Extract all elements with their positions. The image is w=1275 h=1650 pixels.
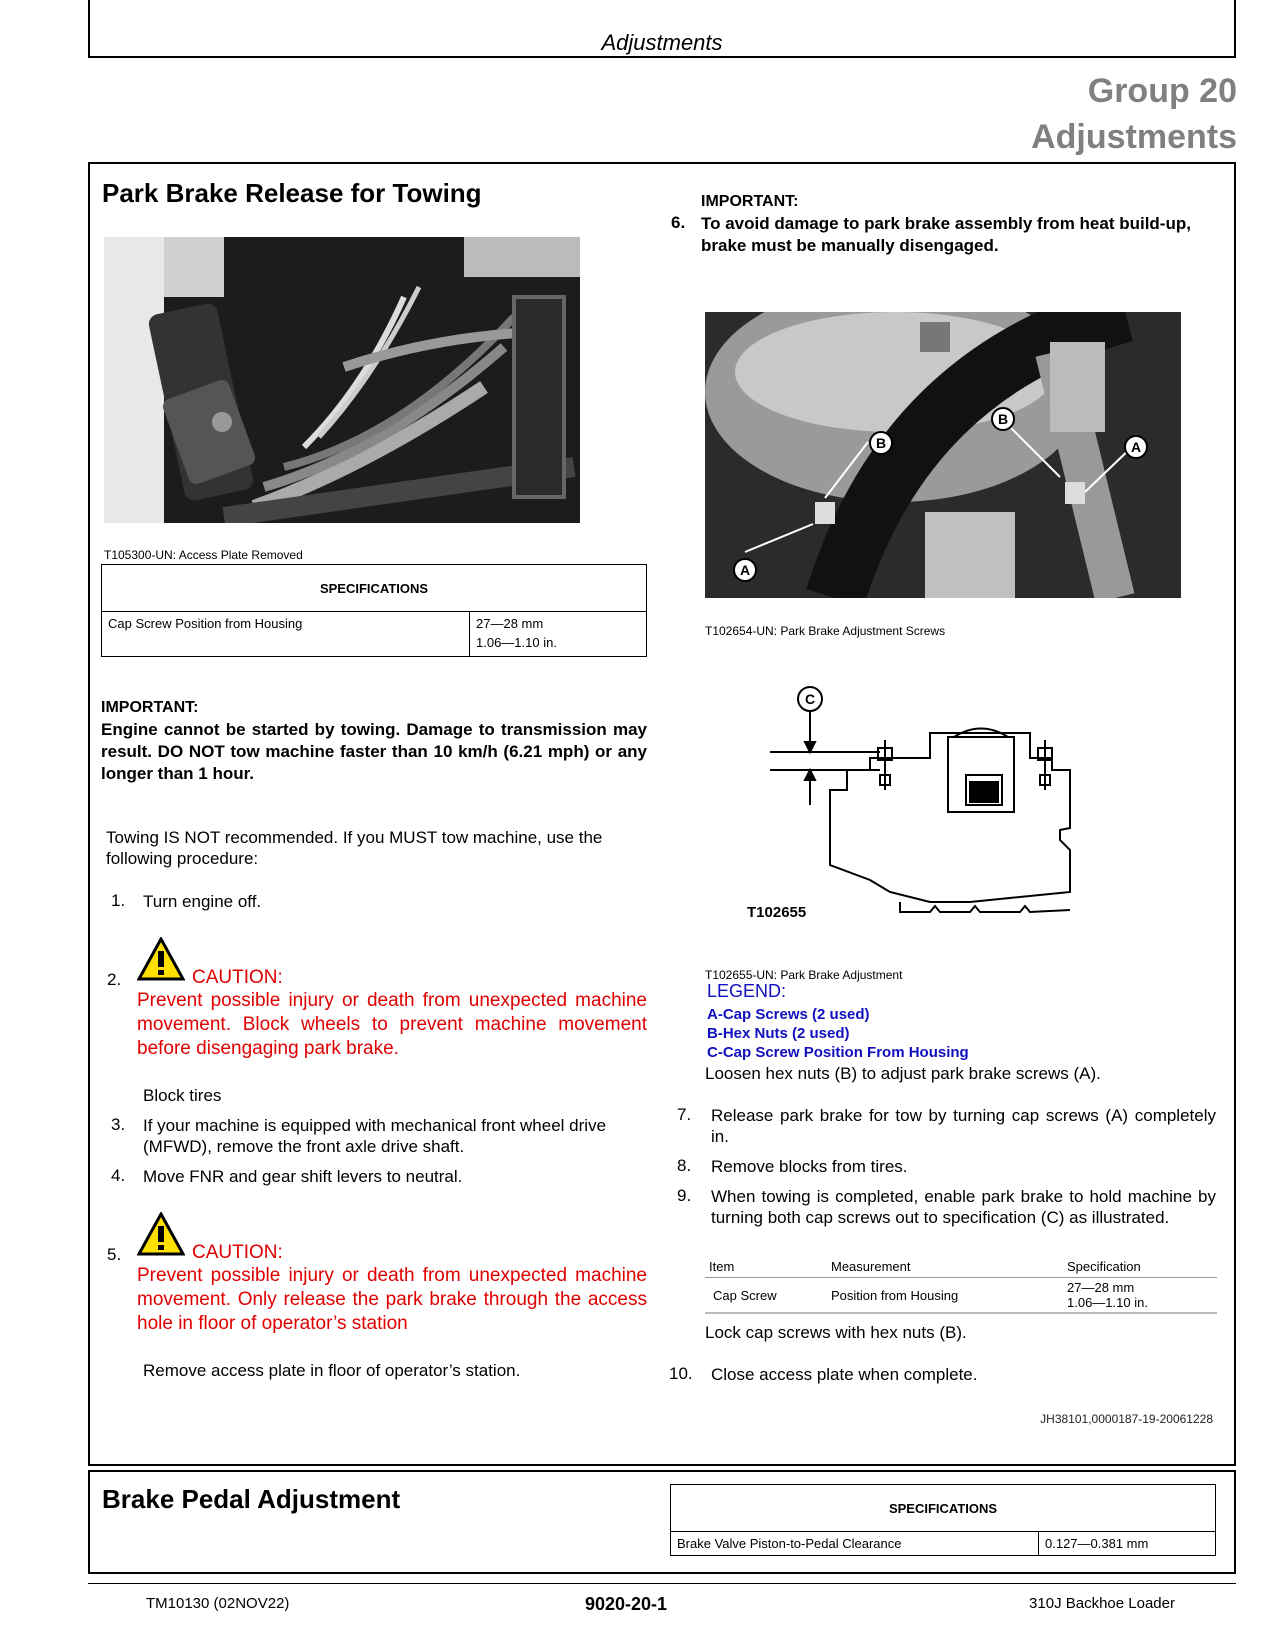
spec-value: [470, 612, 647, 657]
warning-icon: [137, 937, 185, 986]
important-text: Engine cannot be started by towing. Damage to transmission may result. DO NOT tow machine faster than 10 km/h (6.21 mph) or any longer than 1 hour.: [101, 720, 647, 783]
footer-model: 310J Backhoe Loader: [1029, 1595, 1175, 1612]
section-title: Brake Pedal Adjustment: [102, 1484, 401, 1514]
measurement-table-row: [705, 1278, 1217, 1314]
step-text: When towing is completed, enable park brake to hold machine by turning both cap screws out to specification (C) as illustrated.: [711, 1187, 1216, 1227]
header-box: [88, 0, 1236, 58]
measurement-table-header: [705, 1259, 1217, 1278]
col-item: Item: [709, 1259, 735, 1274]
important-label: IMPORTANT:: [701, 193, 799, 210]
spec-item: Brake Valve Piston-to-Pedal Clearance: [671, 1532, 1039, 1556]
photo-adjustment-screws: [705, 312, 1181, 598]
group-number: Group 20: [1087, 72, 1237, 110]
lock-text: Lock cap screws with hex nuts (B).: [705, 1323, 967, 1342]
caution-text: Prevent possible injury or death from unexpected machine movement. Only release the park brake through the access hole in floor of operator’s station: [137, 1265, 647, 1334]
caution-label: CAUTION:: [192, 1242, 283, 1263]
col-specification: Specification: [1067, 1259, 1141, 1274]
cell-spec-in: 1.06—1.10 in.: [1067, 1295, 1148, 1310]
diagram-caption: T102655-UN: Park Brake Adjustment: [705, 968, 903, 982]
legend-title: LEGEND:: [707, 981, 787, 1001]
step-text: Release park brake for tow by turning cap screws (A) completely in.: [711, 1106, 1216, 1146]
spec-item: Cap Screw Position from Housing: [102, 612, 470, 657]
diagram-park-brake: [770, 680, 1090, 935]
cell-measurement: Position from Housing: [831, 1288, 959, 1303]
measurement-table: [705, 1259, 1217, 1314]
important-label: IMPORTANT:: [101, 699, 199, 716]
footer-rule: [88, 1583, 1236, 1584]
warning-icon: [137, 1212, 185, 1261]
spec-table-header: SPECIFICATIONS: [102, 565, 647, 612]
section-title: Park Brake Release for Towing: [102, 178, 482, 208]
legend-item: A-Cap Screws (2 used): [707, 1006, 870, 1023]
step-number: 1.: [111, 891, 126, 910]
step-text: Close access plate when complete.: [711, 1365, 978, 1384]
footer-page-number: 9020-20-1: [585, 1594, 668, 1614]
header-title: Adjustments: [601, 30, 723, 55]
caution-text: Prevent possible injury or death from unexpected machine movement. Block wheels to prevent machine movement before disengaging park brake.: [137, 990, 647, 1059]
step-number: 7.: [677, 1105, 692, 1124]
spec-table: [670, 1484, 1216, 1556]
step-number: 5.: [107, 1245, 122, 1264]
spec-table: [101, 564, 647, 657]
photo-label-a: A: [739, 562, 751, 578]
doc-id: JH38101,0000187-19-20061228: [1040, 1412, 1213, 1426]
diagram-label-c: C: [804, 691, 816, 707]
col-measurement: Measurement: [831, 1259, 911, 1274]
cell-item: Cap Screw: [713, 1288, 777, 1303]
step-text: Remove access plate in floor of operator’s station.: [143, 1361, 521, 1380]
spec-value-mm: 27—28 mm: [476, 616, 544, 631]
caution-label: CAUTION:: [192, 967, 283, 988]
important-text: To avoid damage to park brake assembly from heat build-up, brake must be manually disengaged.: [701, 214, 1191, 255]
step-number: 10.: [669, 1364, 693, 1383]
step-number: 3.: [111, 1115, 126, 1134]
legend-item: C-Cap Screw Position From Housing: [707, 1044, 969, 1061]
spec-value: 0.127—0.381 mm: [1039, 1532, 1216, 1556]
step-number: 9.: [677, 1186, 692, 1205]
group-heading: [1031, 68, 1237, 160]
photo-label-b: B: [875, 435, 887, 451]
photo-access-plate: [104, 237, 580, 523]
legend-item: B-Hex Nuts (2 used): [707, 1025, 850, 1042]
step-text: Block tires: [143, 1086, 222, 1105]
photo-label-b: B: [997, 411, 1009, 427]
photo-label-a: A: [1130, 439, 1142, 455]
diagram-code: T102655: [747, 904, 807, 921]
step-number: 6.: [671, 213, 686, 232]
step-number: 8.: [677, 1156, 692, 1175]
footer-manual: TM10130 (02NOV22): [146, 1595, 290, 1612]
photo1-caption: T105300-UN: Access Plate Removed: [104, 548, 303, 562]
step-text: If your machine is equipped with mechanical front wheel drive (MFWD), remove the front axle drive shaft.: [143, 1116, 607, 1156]
loosen-text: Loosen hex nuts (B) to adjust park brake screws (A).: [705, 1064, 1101, 1083]
photo2-caption: T102654-UN: Park Brake Adjustment Screws: [705, 624, 946, 638]
cell-spec-mm: 27—28 mm: [1067, 1280, 1135, 1295]
step-number: 2.: [107, 970, 122, 989]
group-name: Adjustments: [1031, 118, 1237, 156]
step-text: Move FNR and gear shift levers to neutral.: [143, 1167, 463, 1186]
spec-table-header: SPECIFICATIONS: [671, 1485, 1216, 1532]
step-text: Remove blocks from tires.: [711, 1157, 908, 1176]
spec-value-in: 1.06—1.10 in.: [476, 635, 557, 650]
step-text: Turn engine off.: [143, 892, 262, 911]
intro-text: Towing IS NOT recommended. If you MUST tow machine, use the following procedure:: [106, 828, 603, 868]
step-number: 4.: [111, 1166, 126, 1185]
